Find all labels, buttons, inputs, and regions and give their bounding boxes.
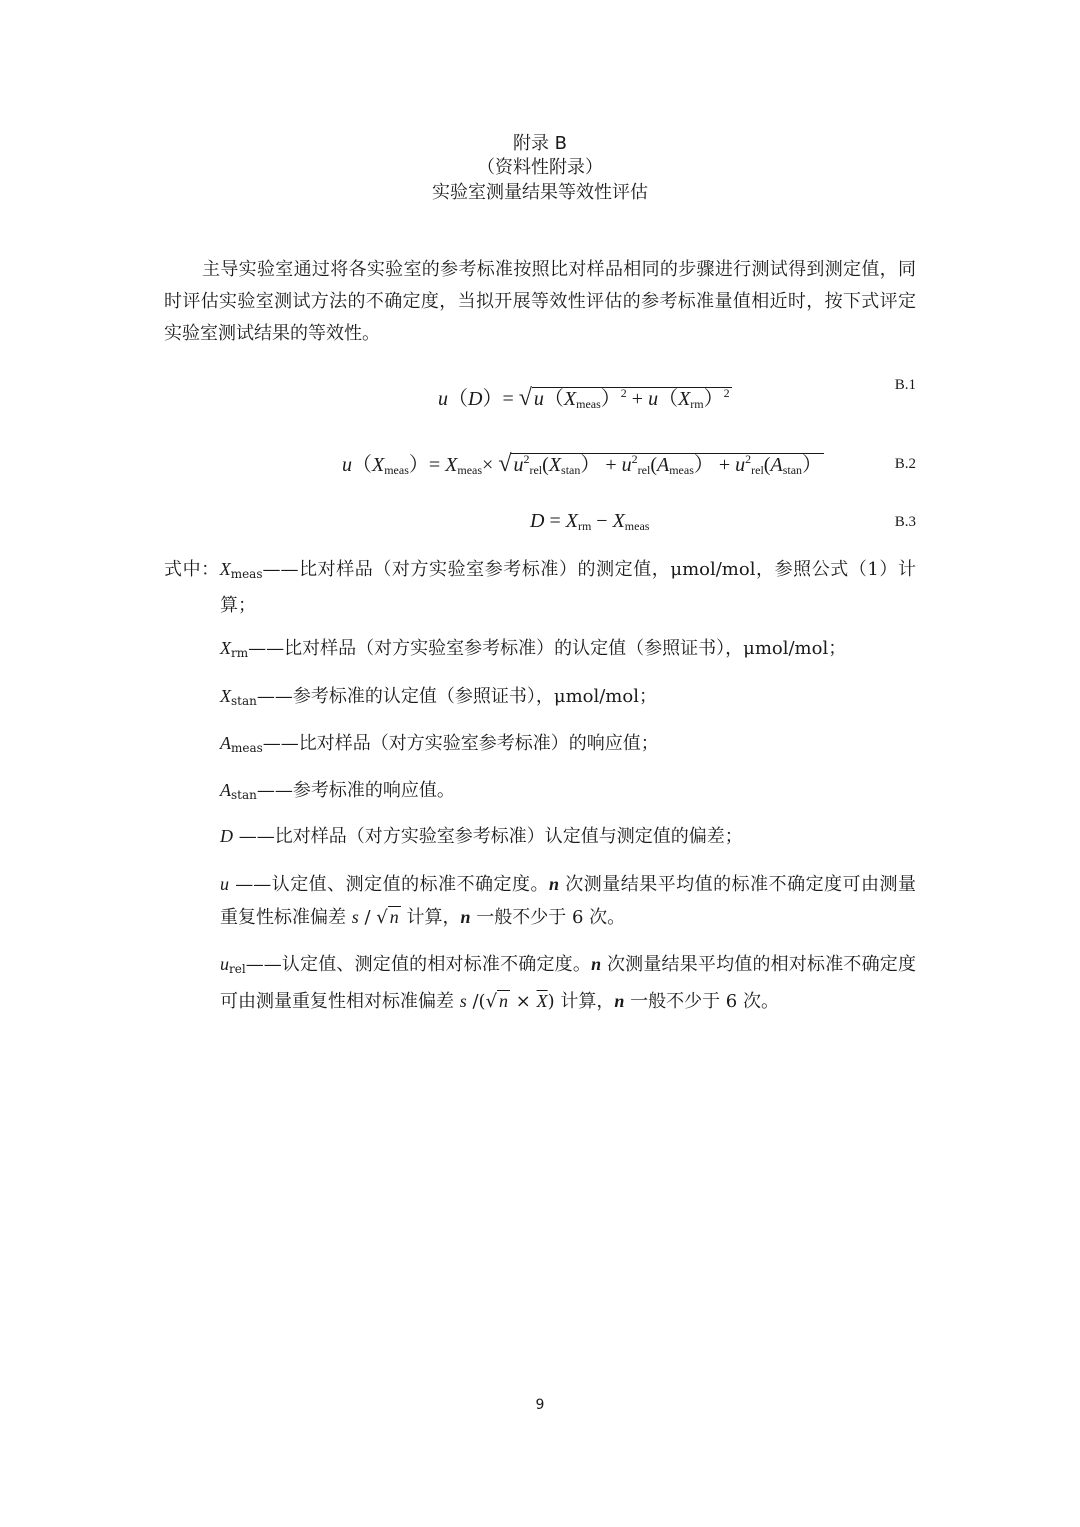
equation-number-b2: B.2 bbox=[894, 456, 916, 472]
formula-b2: $u(X_{meas})= X_{meas}\times$ √ $u^2_{rel}(X_{stan}) + u^2_{rel}(A_{meas}) + u^2_{rel}(A_{stan})$ bbox=[342, 451, 823, 477]
definition-urel: $u_{rel}——$认定值、测定值的相对标准不确定度。n 次测量结果平均值的相对标准不确定度可由测量重复性相对标准偏差 s /(√ $n \times \overline{X}$) 计算，n 一般不少于 6 次。 bbox=[220, 954, 916, 1012]
appendix-subject: 实验室测量结果等效性评估 bbox=[432, 182, 648, 203]
definition-xmeas: 式中：$X_{meas}——$比对样品（对方实验室参考标准）的测定值，μmol/mol，参照公式（1）计算； bbox=[164, 559, 916, 616]
equation-number-b3: B.3 bbox=[894, 514, 916, 530]
page-number: 9 bbox=[535, 1397, 545, 1413]
definition-astan: $A_{stan}——$参考标准的响应值。 bbox=[220, 780, 455, 802]
intro-paragraph: 主导实验室通过将各实验室的参考标准按照比对样品相同的步骤进行测试得到测定值，同时评估实验室测试方法的不确定度，当拟开展等效性评估的参考标准量值相近时，按下式评定实验室测试结果的等效性。 bbox=[164, 259, 916, 344]
definition-xrm: $X_{rm}——$比对样品（对方实验室参考标准）的认定值（参照证书），μmol/mol； bbox=[220, 638, 847, 660]
formula-b1: u（D）= √ $u(X_{meas})^2 + u(X_{rm})^2$ bbox=[438, 385, 730, 411]
appendix-type: （资料性附录） bbox=[477, 157, 603, 178]
formula-b3: $D = X_{rm} - X_{meas}$ bbox=[530, 510, 650, 533]
definition-u: u ——认定值、测定值的标准不确定度。n 次测量结果平均值的标准不确定度可由测量重复性标准偏差 s / √ n 计算，n 一般不少于 6 次。 bbox=[220, 874, 917, 928]
definition-xstan: $X_{stan}——$参考标准的认定值（参照证书），μmol/mol； bbox=[220, 686, 657, 708]
equation-number-b1: B.1 bbox=[894, 377, 916, 393]
definition-ameas: $A_{meas}——$比对样品（对方实验室参考标准）的响应值； bbox=[220, 733, 659, 755]
definition-d: D ——比对样品（对方实验室参考标准）认定值与测定值的偏差； bbox=[220, 826, 743, 847]
appendix-title: 附录 B bbox=[512, 133, 568, 154]
